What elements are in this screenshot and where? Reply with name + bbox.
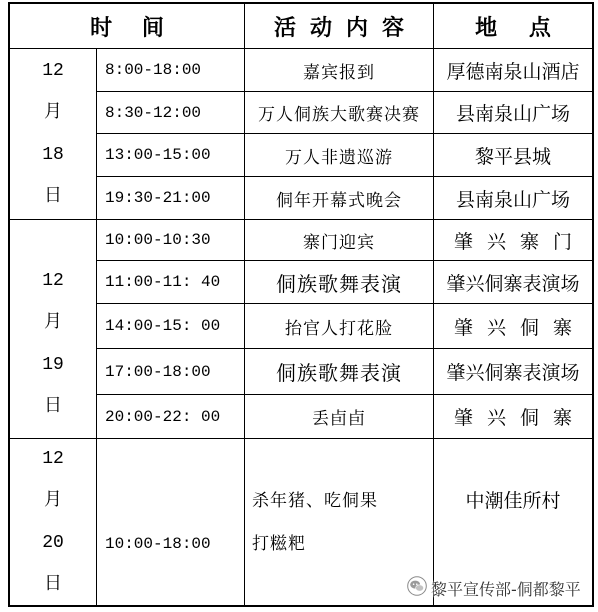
date-cell xyxy=(10,220,97,439)
place-cell: 黎平县城 xyxy=(434,134,594,177)
activity-cell: 丢卣卣 xyxy=(245,395,434,439)
place-cell: 肇兴侗寨表演场 xyxy=(434,349,594,395)
place-cell: 肇 兴 侗 寨 xyxy=(434,304,594,349)
activity-line: 打糍粑 xyxy=(252,534,306,554)
activity-cell: 侗年开幕式晚会 xyxy=(245,177,434,220)
date-month-char: 月 xyxy=(44,103,62,123)
activity-line: 杀年猪、吃侗果 xyxy=(252,491,378,511)
date-month-char: 月 xyxy=(44,313,62,333)
time-cell: 14:00-15: 00 xyxy=(97,304,245,349)
date-day-char: 日 xyxy=(44,575,62,595)
date-day-number: 20 xyxy=(42,533,64,553)
place-cell: 中潮佳所村 xyxy=(434,439,594,607)
activity-cell: 万人侗族大歌赛决赛 xyxy=(245,92,434,134)
header-activity: 活动内容 xyxy=(245,4,434,49)
time-cell: 13:00-15:00 xyxy=(97,134,245,177)
time-cell: 11:00-11: 40 xyxy=(97,261,245,304)
wechat-icon xyxy=(407,576,427,600)
place-cell: 县南泉山广场 xyxy=(434,92,594,134)
date-day-char: 日 xyxy=(44,187,62,207)
activity-cell: 抬官人打花脸 xyxy=(245,304,434,349)
place-cell: 厚德南泉山酒店 xyxy=(434,49,594,92)
date-month-char: 月 xyxy=(44,491,62,511)
activity-cell: 侗族歌舞表演 xyxy=(245,349,434,395)
place-cell: 肇兴侗寨表演场 xyxy=(434,261,594,304)
date-month-number: 12 xyxy=(42,271,64,291)
place-cell: 肇 兴 侗 寨 xyxy=(434,395,594,439)
date-day-number: 19 xyxy=(42,355,64,375)
time-cell: 20:00-22: 00 xyxy=(97,395,245,439)
header-time: 时 间 xyxy=(10,4,245,49)
time-cell: 8:30-12:00 xyxy=(97,92,245,134)
time-cell: 10:00-18:00 xyxy=(97,439,245,607)
activity-cell: 嘉宾报到 xyxy=(245,49,434,92)
time-cell: 17:00-18:00 xyxy=(97,349,245,395)
activity-cell xyxy=(245,439,434,607)
date-month-number: 12 xyxy=(42,449,64,469)
date-month-number: 12 xyxy=(42,61,64,81)
place-cell: 肇 兴 寨 门 xyxy=(434,220,594,261)
time-cell: 8:00-18:00 xyxy=(97,49,245,92)
time-cell: 19:30-21:00 xyxy=(97,177,245,220)
activity-cell: 万人非遗巡游 xyxy=(245,134,434,177)
time-cell: 10:00-10:30 xyxy=(97,220,245,261)
date-day-number: 18 xyxy=(42,145,64,165)
watermark-text: 黎平宣传部-侗都黎平 xyxy=(431,579,581,599)
date-cell xyxy=(10,439,97,607)
date-cell xyxy=(10,49,97,220)
schedule-table xyxy=(8,2,594,607)
place-cell: 县南泉山广场 xyxy=(434,177,594,220)
date-day-char: 日 xyxy=(44,397,62,417)
header-place: 地 点 xyxy=(434,4,594,49)
activity-cell: 寨门迎宾 xyxy=(245,220,434,261)
activity-cell: 侗族歌舞表演 xyxy=(245,261,434,304)
watermark xyxy=(407,576,581,600)
